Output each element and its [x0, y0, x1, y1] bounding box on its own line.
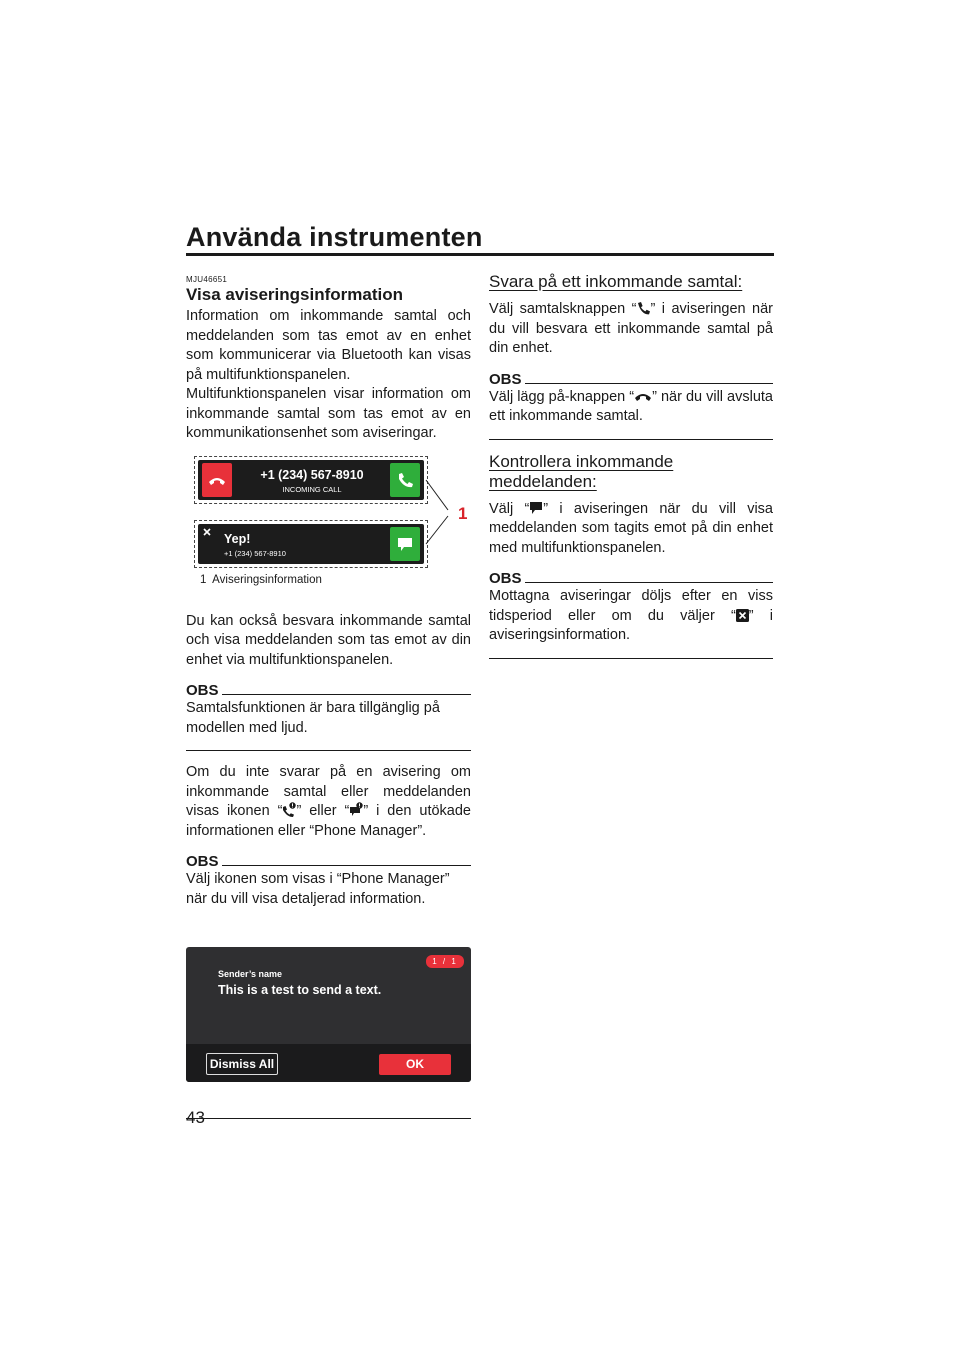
obs-end-rule: [186, 750, 471, 751]
message-icon: [529, 501, 543, 515]
page-title: Använda instrumenten: [186, 222, 483, 252]
dismiss-text-a: Mottagna aviseringar döljs efter en viss tidsperiod eller om du väljer “: [489, 588, 773, 624]
missed-text-b: ” eller “: [296, 803, 350, 819]
missed-text-a: Om du inte svarar på en avisering om inkommande samtal eller meddelanden visas ikonen “: [186, 764, 471, 819]
callout-lines: [424, 476, 454, 551]
close-box-icon: [736, 609, 749, 622]
obs-label: OBS: [186, 682, 219, 699]
dialog-button-bar: [186, 1044, 471, 1082]
incoming-call-notification: [198, 460, 424, 500]
check-messages-heading: Kontrollera inkommande meddelanden:: [489, 451, 674, 491]
section-code: MJU46651: [186, 275, 228, 284]
phone-icon: [390, 463, 420, 497]
obs-label: OBS: [489, 370, 522, 388]
phone-icon: [637, 301, 651, 315]
intro-paragraph: Information om inkommande samtal och meddelanden som tas emot av en enhet som kommunicerar via Bluetooth kan visas på multifunktionspanelen.: [186, 308, 471, 383]
message-text: Yep!: [224, 531, 251, 546]
figure-caption: [200, 574, 322, 586]
caption-number: 1: [200, 573, 207, 586]
messages-text-a: Välj “: [489, 500, 530, 517]
panel-paragraph: Multifunktionspanelen visar information om inkommande samtal som tas emot av en kommunikationsenhet som aviseringar.: [186, 386, 471, 441]
message-notification: [198, 524, 424, 564]
obs-text-1: Samtalsfunktionen är bara tillgänglig på modellen med ljud.: [186, 700, 440, 736]
obs-rule: [525, 582, 773, 583]
obs-end-rule: [489, 658, 773, 659]
missed-text-c: ” i den utökade informationen eller “Phone Manager”.: [186, 803, 471, 839]
hangup-text-b: ” när du vill avsluta ett inkommande samtal.: [489, 388, 773, 424]
obs-text-2: Välj ikonen som visas i “Phone Manager” när du vill visa detaljerad information.: [186, 871, 450, 907]
hang-up-button[interactable]: [202, 463, 232, 497]
message-icon: [390, 527, 420, 561]
call-status: INCOMING CALL: [282, 484, 342, 494]
obs-rule: [222, 865, 471, 866]
messages-text-b: ” i aviseringen när du vill visa meddelanden som tagits emot på din enhet med multifunktionspanelen.: [489, 500, 773, 556]
answer-text-a: Välj samtalsknappen “: [489, 301, 637, 317]
answer-call-text: [489, 300, 773, 359]
ok-button[interactable]: OK: [379, 1054, 451, 1075]
answer-paragraph: Du kan också besvara inkommande samtal och visa meddelanden som tas emot av din enhet via multifunktionspanelen.: [186, 612, 471, 668]
obs-rule: [222, 694, 471, 695]
hang-up-icon: [634, 391, 652, 403]
close-icon[interactable]: [202, 527, 212, 537]
notification-figure: [186, 456, 471, 596]
caller-number: +1 (234) 567-8910: [260, 467, 364, 482]
obs-label: OBS: [186, 853, 219, 870]
page-indicator: 1 / 1: [426, 955, 464, 968]
check-messages-text: [489, 500, 773, 559]
missed-call-icon: [282, 802, 296, 817]
missed-message-icon: [349, 802, 363, 817]
left-column: [186, 275, 471, 1119]
obs-header-1: [186, 682, 471, 699]
sender-name: Sender’s name: [218, 969, 283, 979]
dismiss-text-b: ” i aviseringsinformation.: [489, 607, 773, 643]
dismiss-all-button[interactable]: Dismiss All: [206, 1053, 278, 1075]
view-message-button[interactable]: [390, 527, 420, 561]
section-end-rule: [186, 1118, 471, 1119]
obs-header-3: [489, 371, 773, 388]
section-title: Visa aviseringsinformation: [186, 285, 403, 304]
callout-number: 1: [458, 503, 468, 523]
missed-paragraph: [186, 763, 471, 841]
right-column: [489, 272, 773, 671]
answer-text-b: ” i aviseringen när du vill besvara ett inkommande samtal på din enhet.: [489, 301, 773, 356]
obs-label: OBS: [489, 570, 522, 587]
dialog-message: This is a test to send a text.: [218, 983, 382, 997]
hangup-text-a: Välj lägg på-knappen “: [489, 388, 635, 405]
obs-rule: [525, 383, 773, 384]
answer-call-heading: Svara på ett inkommande samtal:: [489, 272, 743, 291]
answer-button[interactable]: [390, 463, 420, 497]
hang-up-text: [489, 388, 773, 427]
obs-header-4: [489, 570, 773, 587]
obs-end-rule: [489, 439, 773, 440]
dismiss-text: [489, 587, 773, 646]
caption-text: Aviseringsinformation: [212, 573, 322, 586]
message-dialog-figure: [186, 947, 471, 1082]
header-rule: [186, 253, 774, 256]
page-number: 43: [186, 1108, 205, 1127]
obs-header-2: [186, 853, 471, 870]
message-sender-number: +1 (234) 567-8910: [224, 548, 286, 558]
hang-up-icon: [202, 463, 232, 497]
